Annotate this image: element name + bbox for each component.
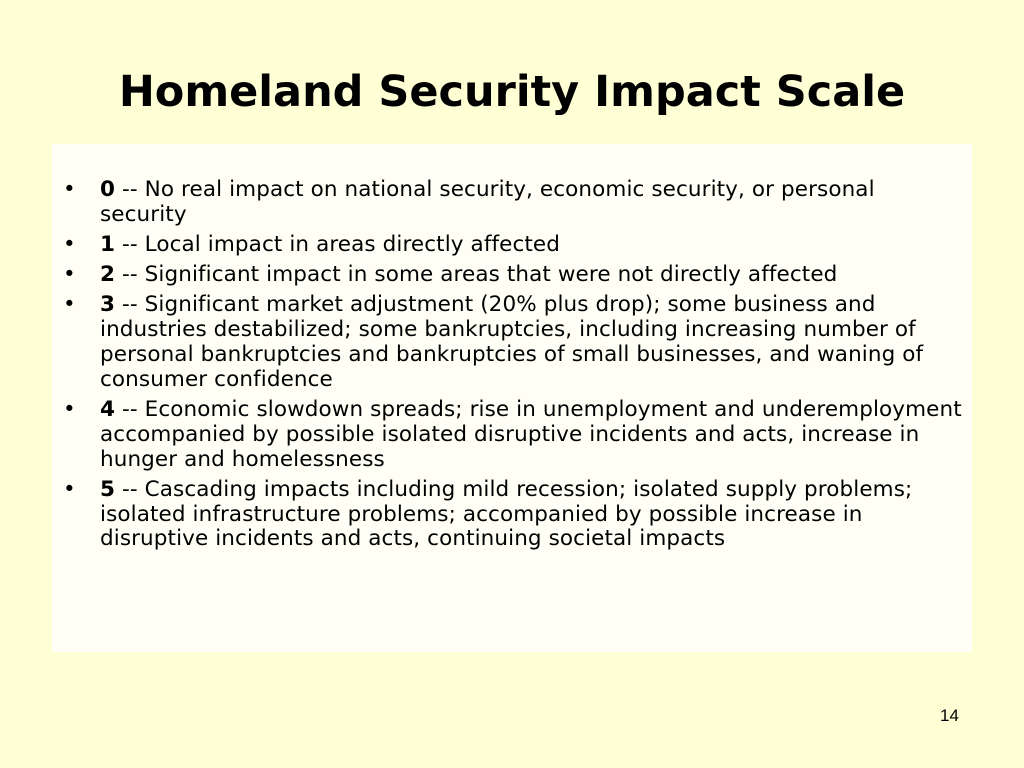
content-box bbox=[52, 144, 972, 652]
list-item-level-0 bbox=[52, 178, 967, 228]
impact-description: -- Economic slowdown spreads; rise in unemployment and underemployment accompanied by possible isolated disruptive incidents and acts, increase in hunger and homelessness bbox=[100, 396, 962, 472]
list-item-level-2 bbox=[52, 263, 967, 288]
bullet-icon: • bbox=[63, 292, 76, 318]
bullet-icon: • bbox=[63, 262, 76, 288]
bullet-icon: • bbox=[63, 177, 76, 202]
list-item-level-4 bbox=[52, 398, 967, 472]
impact-scale-list bbox=[52, 178, 967, 558]
bullet-icon: • bbox=[63, 231, 76, 257]
impact-level: 2 bbox=[100, 262, 116, 288]
page-number: 14 bbox=[940, 706, 959, 725]
impact-level: 0 bbox=[100, 177, 116, 202]
list-item-level-3 bbox=[52, 293, 967, 392]
impact-level: 4 bbox=[100, 396, 116, 422]
list-item-level-1 bbox=[52, 233, 967, 258]
impact-description: -- No real impact on national security, economic security, or personal security bbox=[100, 177, 875, 227]
slide-title: Homeland Security Impact Scale bbox=[118, 67, 906, 117]
impact-description: -- Significant impact in some areas that were not directly affected bbox=[115, 262, 838, 288]
impact-level: 5 bbox=[100, 476, 116, 502]
bullet-icon: • bbox=[63, 476, 76, 502]
impact-level: 3 bbox=[100, 292, 116, 318]
impact-description: -- Cascading impacts including mild recession; isolated supply problems; isolated infrastructure problems; accompanied by possible increase in disruptive incidents and acts, continuing societal impacts bbox=[100, 476, 913, 552]
impact-description: -- Local impact in areas directly affected bbox=[115, 231, 561, 257]
bullet-icon: • bbox=[63, 396, 76, 422]
impact-level: 1 bbox=[100, 231, 116, 257]
list-item-level-5 bbox=[52, 478, 967, 552]
impact-description: -- Significant market adjustment (20% plus drop); some business and industries destabilized; some bankruptcies, including increasing number of personal bankruptcies and bankruptcies of small businesses, and waning of consumer confidence bbox=[100, 292, 924, 392]
